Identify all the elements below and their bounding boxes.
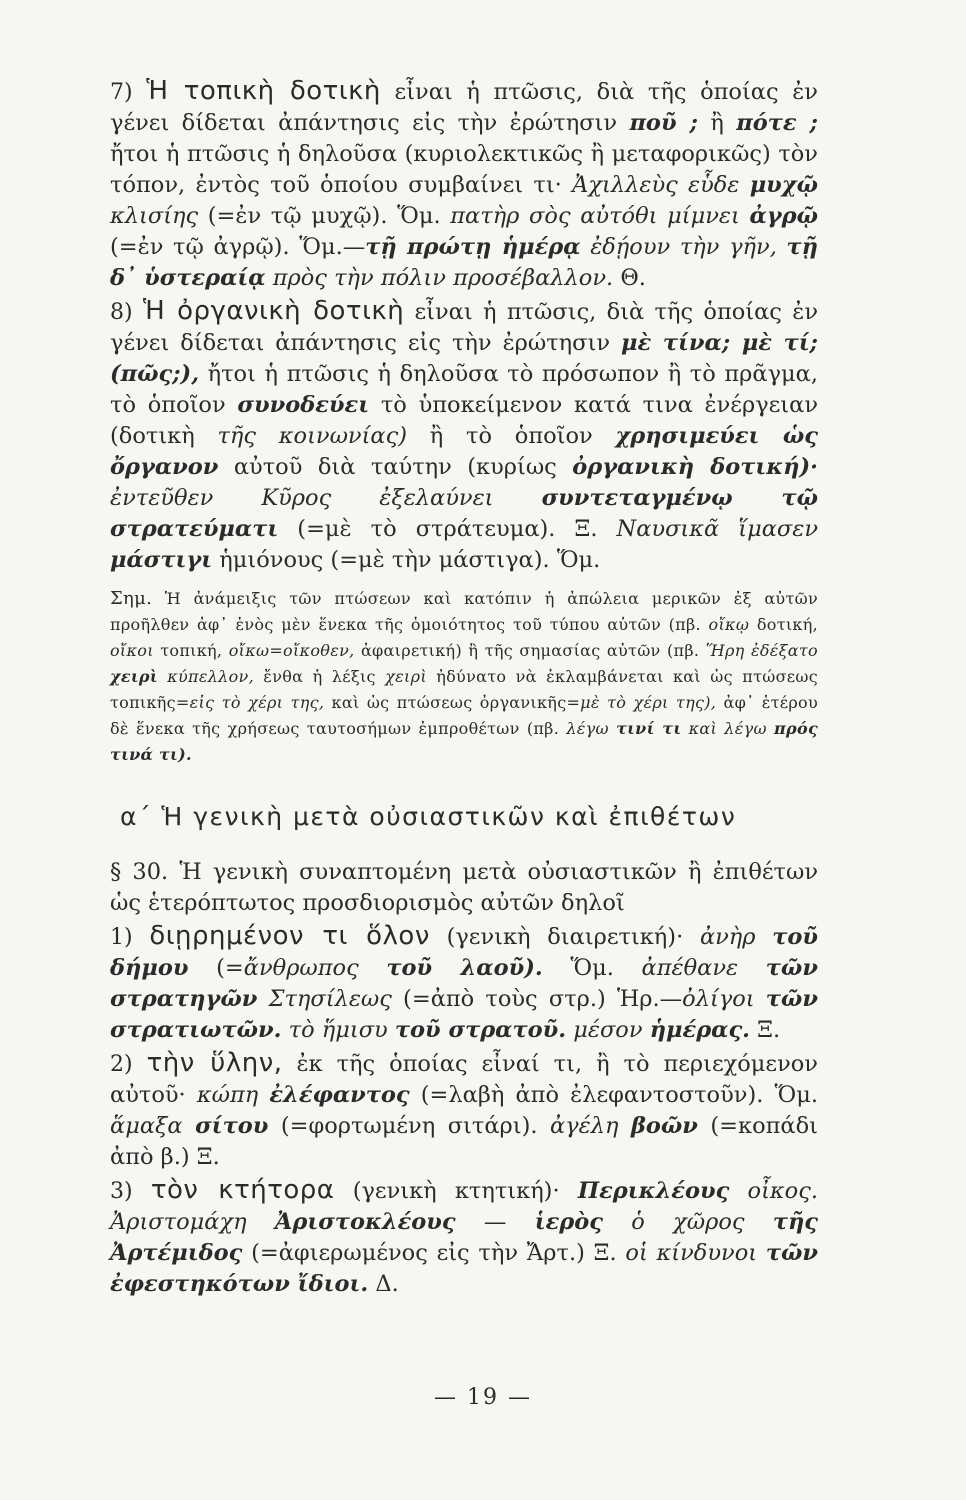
example-keyword: ἐλέφαντος bbox=[269, 1082, 410, 1108]
text: Ἡ γενικὴ συναπτομένη μετὰ οὐσιαστικῶν ἢ ἐπιθέτων ὡς ἑτερόπτωτος προσδιορισμὸς αὐτῶν δηλοῖ bbox=[110, 859, 818, 916]
example-keyword: μάστιγι bbox=[110, 547, 213, 573]
text: (= bbox=[188, 955, 244, 981]
text: εἶναι ἡ πτῶσις, διὰ τῆς ὁποίας ἐν γένει δίδεται ἀπάντησις εἰς τὴν ἐρώτησιν bbox=[110, 79, 818, 136]
item-partitive bbox=[110, 921, 818, 1046]
example: ἀνὴρ bbox=[699, 924, 756, 950]
example-keyword: βοῶν bbox=[630, 1113, 698, 1139]
note-label: Σημ. bbox=[110, 588, 153, 609]
example-keyword: τῶν ἐφεστηκότων ἴδιοι. bbox=[110, 1240, 819, 1297]
example: ἐντεῦθεν Κῦρος ἐξελαύνει bbox=[110, 485, 542, 511]
example-keyword: τῇ δ᾽ ὑστεραίᾳ bbox=[110, 234, 819, 291]
text: (=ἐν τῷ μυχῷ). Ὅμ. bbox=[198, 203, 451, 229]
text: (=φορτωμένη σιτάρι). bbox=[268, 1113, 550, 1139]
text: (=κοπάδι ἀπὸ β.) Ξ. bbox=[110, 1113, 818, 1170]
paragraph-instrumental-dative bbox=[110, 296, 818, 576]
text: Θ. bbox=[613, 265, 646, 291]
example: ἄνθρωπος bbox=[243, 955, 359, 981]
text: — bbox=[455, 1209, 535, 1235]
text: εἶναι ἡ πτῶσις, διὰ τῆς ὁποίας ἐν γένει δίδεται ἀπάντησις εἰς τὴν ἐρώτησιν bbox=[110, 299, 818, 356]
example: κύπελλον, bbox=[167, 667, 254, 686]
example: εἰς τὸ χέρι της, bbox=[189, 693, 325, 712]
example: Στησίλεως bbox=[268, 986, 392, 1012]
example-keyword: τοῦ στρατοῦ. bbox=[394, 1017, 567, 1043]
example-keyword: τῇ πρώτῃ ἡμέρᾳ bbox=[365, 234, 581, 260]
example: πρὸς τὴν πόλιν προσέβαλλον. bbox=[272, 265, 614, 291]
example: κλισίης bbox=[110, 203, 199, 229]
example: ὀλίγοι bbox=[682, 986, 755, 1012]
keyword: ὀργανικὴ δοτική)· bbox=[572, 454, 818, 480]
example: οἴκω=οἴκοθεν, bbox=[228, 641, 355, 660]
text: καὶ ὡς πτώσεως ὀργανικῆς= bbox=[324, 693, 581, 712]
example: ἐδῄουν τὴν γῆν, bbox=[590, 234, 777, 260]
text: ἐκ τῆς ὁποίας εἶναί τι, ἢ τὸ περιεχόμενον αὐτοῦ· bbox=[110, 1051, 818, 1108]
example: ἅμαξα bbox=[110, 1113, 183, 1139]
example: καὶ λέγω bbox=[688, 719, 767, 738]
example-keyword: Περικλέους bbox=[577, 1178, 730, 1204]
example-keyword: χειρὶ bbox=[110, 667, 158, 686]
text: ἡμιόνους (=μὲ τὴν μάστιγα). Ὅμ. bbox=[212, 547, 601, 573]
text: δοτική, bbox=[749, 615, 818, 634]
item-number: 3) bbox=[110, 1179, 133, 1204]
term-possessor: τὸν κτήτορα bbox=[150, 1175, 335, 1205]
footnote bbox=[110, 586, 818, 768]
example: χειρὶ bbox=[385, 667, 427, 686]
text: ἤτοι ἡ πτῶσις ἡ δηλοῦσα τὸ πρόσωπον ἢ τὸ πρᾶγμα, τὸ ὁποῖον bbox=[110, 361, 818, 418]
question-with-whom: μὲ τίνα; μὲ τί; (πῶς;), bbox=[110, 330, 818, 387]
item-material bbox=[110, 1048, 818, 1173]
example: οἴκῳ bbox=[708, 615, 750, 634]
keyword: χρησιμεύει ὡς ὄργανον bbox=[110, 423, 818, 480]
paragraph-number: 7) bbox=[110, 80, 133, 105]
example: Ἀριστομάχη bbox=[110, 1209, 247, 1235]
text: (=μὲ τὸ στράτευμα). Ξ. bbox=[278, 516, 617, 542]
text: (=λαβὴ ἀπὸ ἐλεφαντοστοῦν). Ὅμ. bbox=[409, 1082, 818, 1108]
text: τὸ ὑποκείμενον κατά τινα ἐνέργειαν (δοτικὴ bbox=[110, 392, 818, 449]
text: ἢ τὸ ὁποῖον bbox=[407, 423, 616, 449]
section-number: § 30. bbox=[110, 859, 169, 885]
text: ἔνθα ἡ λέξις bbox=[253, 667, 386, 686]
text: ἀφ᾽ ἑτέρου δὲ ἕνεκα τῆς χρήσεως ταυτοσήμων ἐμπροθέτων (πβ. bbox=[110, 693, 818, 738]
text: Ὅμ. bbox=[542, 955, 642, 981]
example: μέσον bbox=[566, 1017, 643, 1043]
example: μὲ τὸ χέρι της), bbox=[580, 693, 717, 712]
item-possessor bbox=[110, 1175, 818, 1300]
example: Ἀχιλλεὺς εὗδε bbox=[572, 172, 740, 198]
example-keyword: ἡμέρας. bbox=[649, 1017, 751, 1043]
text: Ἡ ἀνάμειξις τῶν πτώσεων καὶ κατόπιν ἡ ἀπώλεια μερικῶν ἐξ αὐτῶν προῆλθεν ἀφ᾽ ἑνὸς μὲν ἕνεκα τῆς ὁμοιότητος τοῦ τύπου αὐτῶν (πβ. bbox=[110, 589, 818, 634]
section-heading: α´ Ἡ γενικὴ μετὰ οὐσιαστικῶν καὶ ἐπιθέτων bbox=[120, 802, 737, 831]
example: λέγω bbox=[566, 719, 609, 738]
text: ἤτοι ἡ πτῶσις ἡ δηλοῦσα (κυριολεκτικῶς ἢ μεταφορικῶς) τὸν τόπον, ἐντὸς τοῦ ὁποίου συμβαίνει τι· bbox=[110, 141, 818, 198]
example-keyword: τῆς Ἀρτέμιδος bbox=[110, 1209, 819, 1266]
example: Ἥρη ἐδέξατο bbox=[705, 641, 818, 660]
question-when: πότε ; bbox=[736, 110, 818, 136]
example-keyword: μυχῷ bbox=[749, 172, 818, 198]
example-keyword: τοῦ λαοῦ). bbox=[386, 955, 543, 981]
text: τοπική, bbox=[153, 641, 229, 660]
example: τὸ ἥμισυ bbox=[281, 1017, 388, 1043]
example-keyword: τινί τι bbox=[616, 719, 682, 738]
text: Δ. bbox=[368, 1271, 399, 1297]
example: οἱ κίνδυνοι bbox=[625, 1240, 758, 1266]
example: οἴκοι bbox=[110, 641, 154, 660]
example: ἀγέλη bbox=[549, 1113, 619, 1139]
example-keyword: ἱερὸς bbox=[534, 1209, 603, 1235]
example-keyword: τῶν στρατιωτῶν. bbox=[110, 986, 818, 1043]
text: (=ἐν τῷ ἀγρῷ). Ὅμ.— bbox=[110, 234, 366, 260]
term-partitive: διῃρημένον τι ὅλον bbox=[149, 921, 430, 951]
question-where: ποῦ ; bbox=[629, 110, 698, 136]
keyword: τῆς κοινωνίας) bbox=[217, 423, 407, 449]
example-keyword: ἀγρῷ bbox=[749, 203, 818, 229]
example: Ναυσικᾶ ἵμασεν bbox=[616, 516, 818, 542]
text: αὐτοῦ διὰ ταύτην (κυρίως bbox=[218, 454, 573, 480]
example: πατὴρ σὸς αὐτόθι μίμνει bbox=[450, 203, 740, 229]
term-locative-dative: Ἡ τοπικὴ δοτικὴ bbox=[146, 76, 381, 106]
term-instrumental-dative: Ἡ ὀργανικὴ δοτικὴ bbox=[142, 296, 405, 326]
paragraph-section-30 bbox=[110, 857, 818, 919]
text: ἢ bbox=[697, 110, 737, 136]
example: ὁ χῶρος bbox=[631, 1209, 745, 1235]
example-keyword: συντεταγμένῳ τῷ στρατεύματι bbox=[110, 485, 818, 542]
text: Ξ. bbox=[750, 1017, 781, 1043]
text: (γενικὴ διαιρετική)· bbox=[429, 924, 700, 950]
text: (γενικὴ κτητική)· bbox=[334, 1178, 578, 1204]
text: (=ἀπὸ τοὺς στρ.) Ἡρ.— bbox=[391, 986, 683, 1012]
example-keyword: τοῦ δήμου bbox=[110, 924, 819, 981]
example-keyword: τῶν στρατηγῶν bbox=[110, 955, 818, 1012]
example-keyword: Ἀριστοκλέους bbox=[274, 1209, 456, 1235]
page-number: — 19 — bbox=[434, 1385, 532, 1410]
example: κώπη bbox=[196, 1082, 259, 1108]
paragraph-number: 8) bbox=[110, 300, 133, 325]
text: (=ἀφιερωμένος εἰς τὴν Ἄρτ.) Ξ. bbox=[242, 1240, 626, 1266]
paragraph-locative-dative bbox=[110, 76, 818, 294]
example-keyword: σίτου bbox=[195, 1113, 269, 1139]
example-keyword: πρός τινά τι). bbox=[110, 719, 818, 764]
text: ἀφαιρετική) ἢ τῆς σημασίας αὐτῶν (πβ. bbox=[354, 641, 706, 660]
term-material: τὴν ὕλην, bbox=[146, 1048, 283, 1078]
example: οἶκος. bbox=[747, 1178, 818, 1204]
example: ἀπέθανε bbox=[641, 955, 739, 981]
keyword: συνοδεύει bbox=[237, 392, 370, 418]
text: ἠδύνατο νὰ ἐκλαμβάνεται καὶ ὡς πτώσεως τοπικῆς= bbox=[110, 667, 818, 712]
item-number: 1) bbox=[110, 925, 133, 950]
item-number: 2) bbox=[110, 1052, 133, 1077]
